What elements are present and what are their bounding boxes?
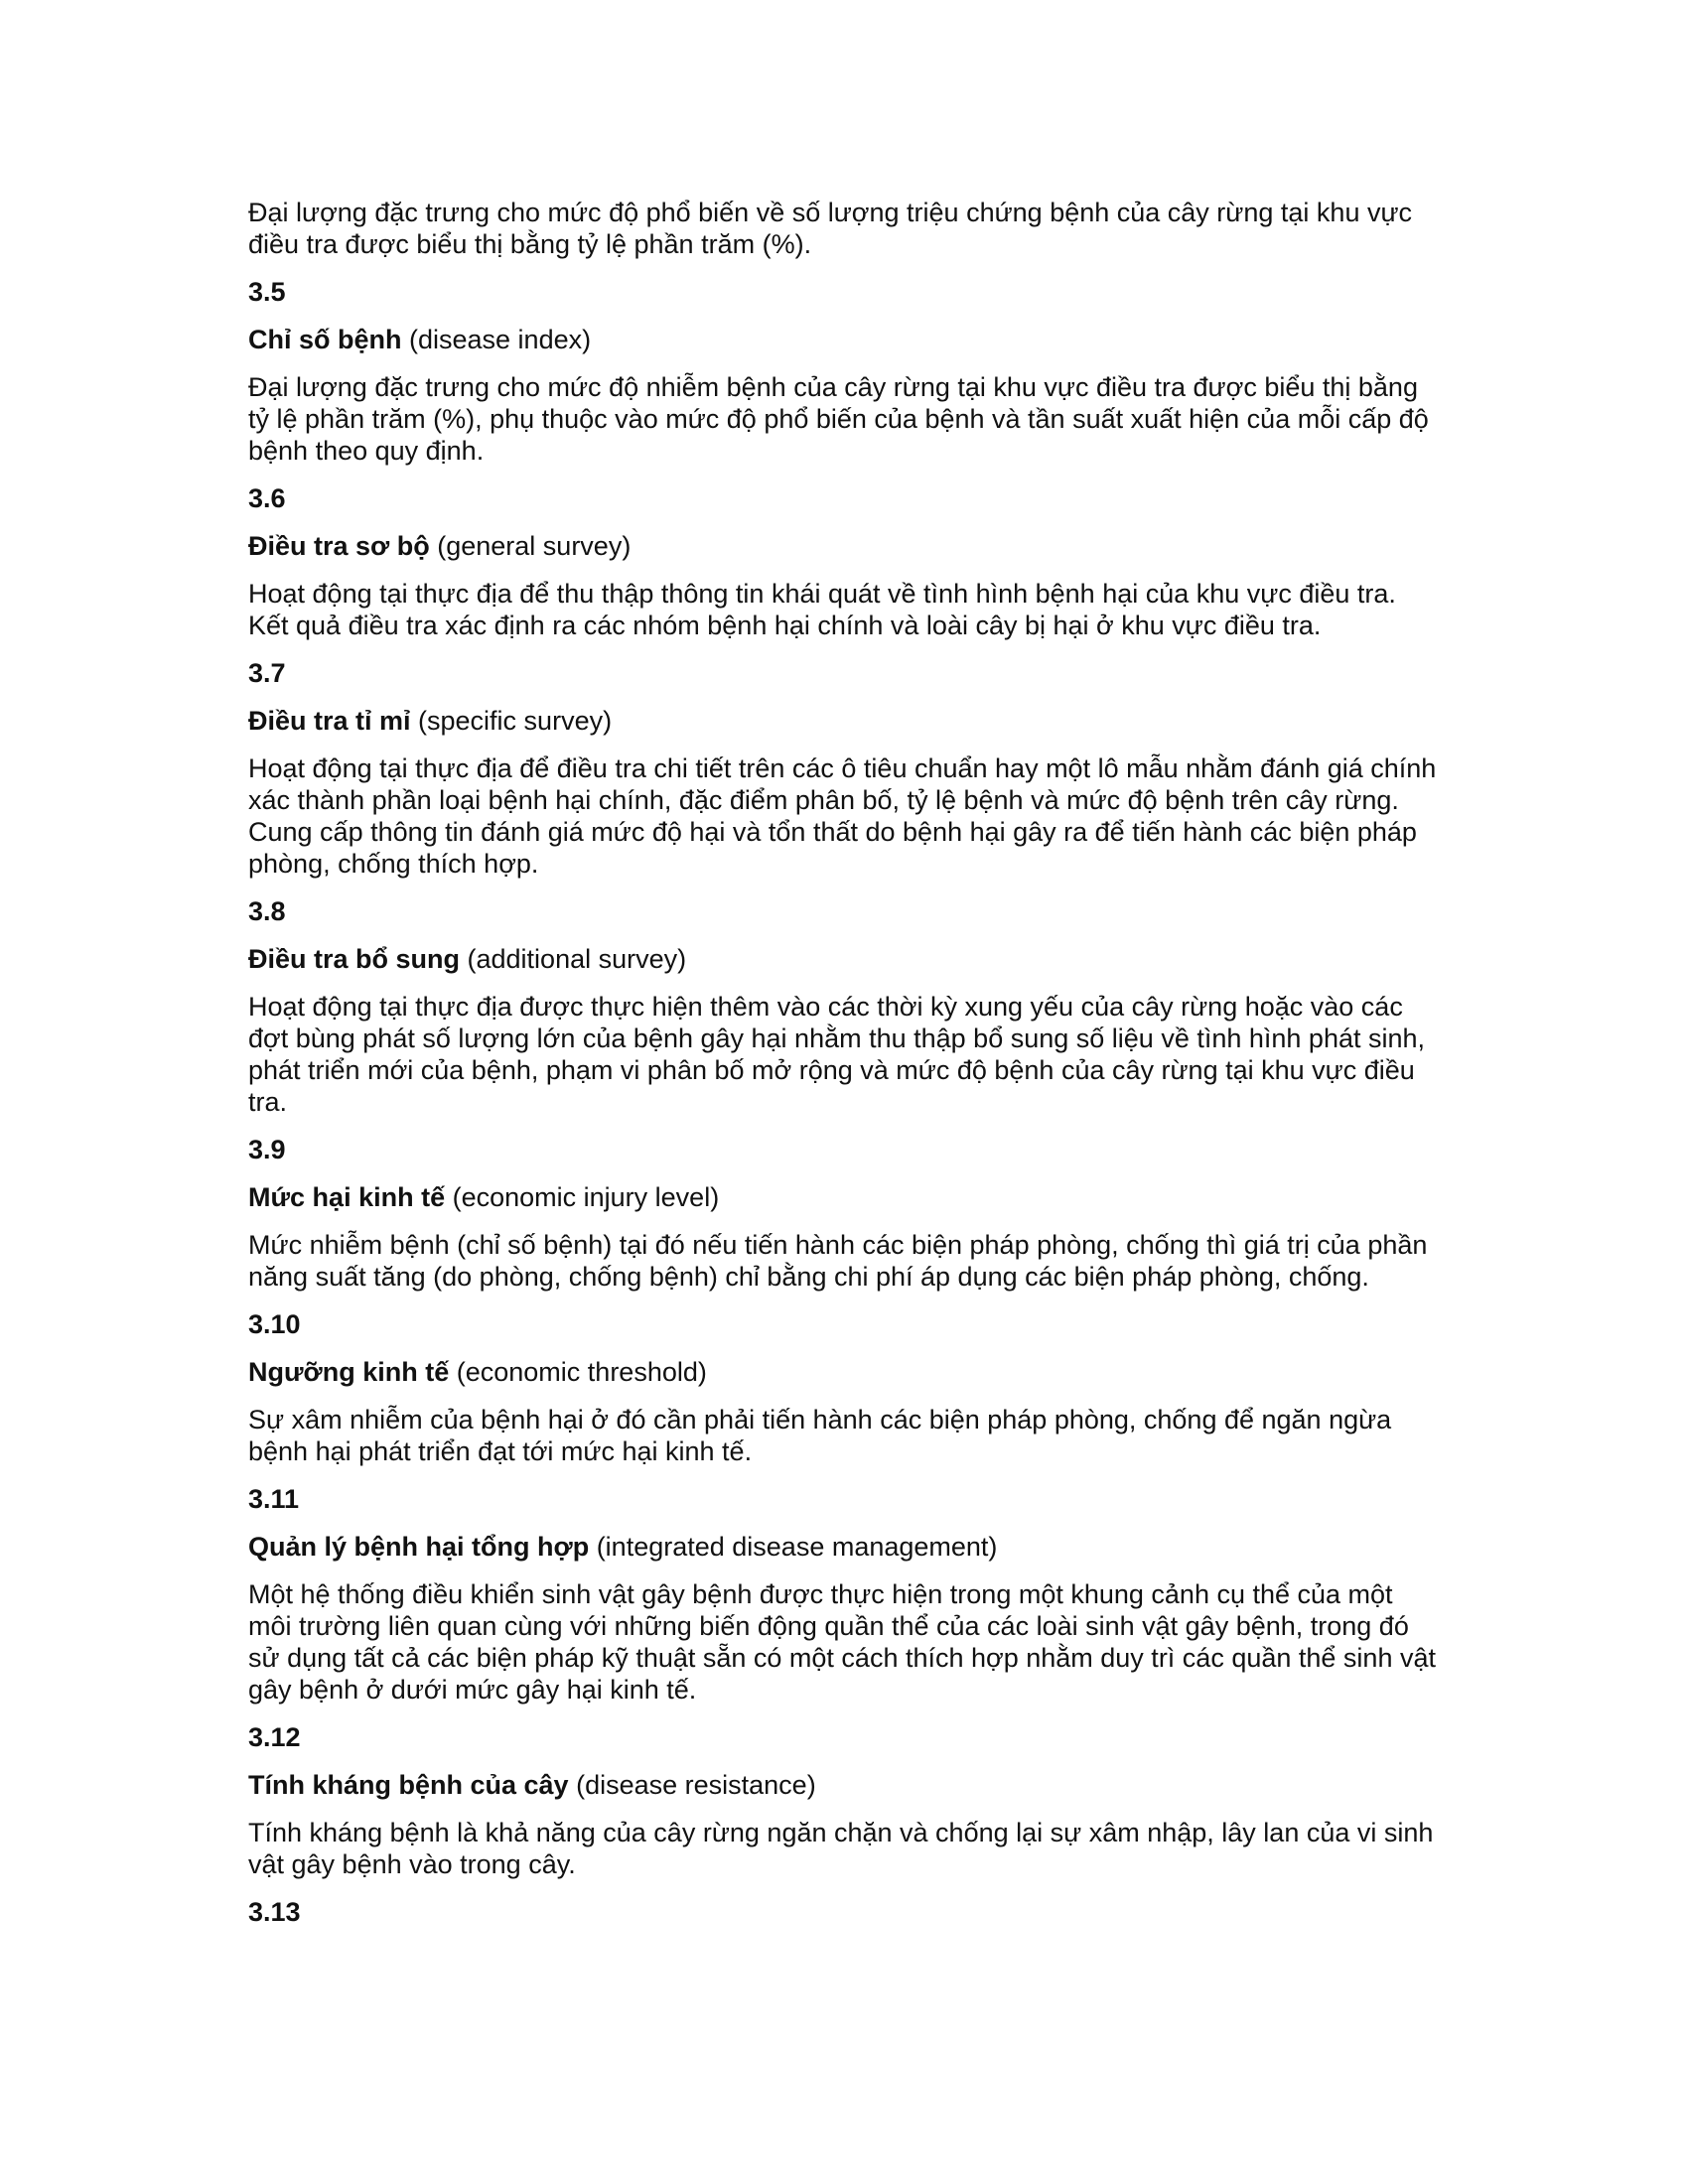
clause-number: 3.6 (248, 483, 286, 513)
term-english: (economic threshold) (449, 1357, 707, 1387)
clause-number: 3.12 (248, 1722, 301, 1752)
term-vietnamese: Quản lý bệnh hại tổng hợp (248, 1532, 590, 1562)
clause-number: 3.7 (248, 658, 286, 688)
clause-number-trailing: 3.13 (248, 1897, 301, 1927)
clause-number: 3.11 (248, 1484, 300, 1514)
term-line (248, 1769, 1440, 1801)
term-line (248, 705, 1440, 737)
term-vietnamese: Điều tra tỉ mỉ (248, 706, 411, 736)
term-line (248, 943, 1440, 975)
term-line (248, 1531, 1440, 1563)
definition-entry-3-10 (248, 1308, 1440, 1467)
clause-number: 3.10 (248, 1309, 301, 1339)
definition-entry-3-8 (248, 895, 1440, 1118)
term-english: (disease index) (401, 325, 592, 354)
term-vietnamese: Tính kháng bệnh của cây (248, 1770, 569, 1800)
term-definition: Hoạt động tại thực địa được thực hiện thêm vào các thời kỳ xung yếu của cây rừng hoặc vào các đợt bùng phát số lượng lớn của bệnh gây hại nhằm thu thập bổ sung số liệu về tình hình phát sinh, phát triển mới của bệnh, phạm vi phân bố mở rộng và mức độ bệnh của cây rừng tại khu vực điều tra. (248, 992, 1426, 1117)
term-definition: Hoạt động tại thực địa để điều tra chi tiết trên các ô tiêu chuẩn hay một lô mẫu nhằm đánh giá chính xác thành phần loại bệnh hại chính, đặc điểm phân bố, tỷ lệ bệnh và mức độ bệnh trên cây rừng. Cung cấp thông tin đánh giá mức độ hại và tổn thất do bệnh hại gây ra để tiến hành các biện pháp phòng, chống thích hợp. (248, 753, 1437, 879)
term-english: (integrated disease management) (589, 1532, 998, 1562)
intro-paragraph: Đại lượng đặc trưng cho mức độ phổ biến về số lượng triệu chứng bệnh của cây rừng tại khu vực điều tra được biểu thị bằng tỷ lệ phần trăm (%). (248, 198, 1413, 259)
clause-number: 3.5 (248, 277, 286, 307)
term-vietnamese: Mức hại kinh tế (248, 1182, 446, 1212)
definition-entry-3-12 (248, 1721, 1440, 1880)
term-definition: Đại lượng đặc trưng cho mức độ nhiễm bệnh của cây rừng tại khu vực điều tra được biểu thị bằng tỷ lệ phần trăm (%), phụ thuộc vào mức độ phổ biến của bệnh và tần suất xuất hiện của mỗi cấp độ bệnh theo quy định. (248, 372, 1429, 466)
term-definition: Mức nhiễm bệnh (chỉ số bệnh) tại đó nếu tiến hành các biện pháp phòng, chống thì giá trị của phần năng suất tăng (do phòng, chống bệnh) chỉ bằng chi phí áp dụng các biện pháp phòng, chống. (248, 1230, 1428, 1292)
term-vietnamese: Điều tra bổ sung (248, 944, 461, 974)
definition-entry-3-11 (248, 1483, 1440, 1706)
term-english: (general survey) (429, 531, 632, 561)
term-vietnamese: Điều tra sơ bộ (248, 531, 430, 561)
term-english: (economic injury level) (445, 1182, 720, 1212)
definition-entry-3-7 (248, 657, 1440, 880)
term-definition: Tính kháng bệnh là khả năng của cây rừng ngăn chặn và chống lại sự xâm nhập, lây lan của vi sinh vật gây bệnh vào trong cây. (248, 1818, 1434, 1879)
term-english: (additional survey) (460, 944, 687, 974)
clause-number: 3.9 (248, 1135, 286, 1164)
definition-entry-3-5 (248, 276, 1440, 467)
term-line (248, 530, 1440, 562)
term-vietnamese: Chỉ số bệnh (248, 325, 402, 354)
definition-entry-3-6 (248, 482, 1440, 641)
document-body (248, 197, 1440, 1928)
term-english: (specific survey) (410, 706, 613, 736)
term-english: (disease resistance) (568, 1770, 816, 1800)
clause-number: 3.8 (248, 896, 286, 926)
term-definition: Sự xâm nhiễm của bệnh hại ở đó cần phải tiến hành các biện pháp phòng, chống để ngăn ngừa bệnh hại phát triển đạt tới mức hại kinh tế. (248, 1405, 1392, 1466)
term-definition: Một hệ thống điều khiển sinh vật gây bệnh được thực hiện trong một khung cảnh cụ thể của một môi trường liên quan cùng với những biến động quần thể của các loài sinh vật gây bệnh, trong đó sử dụng tất cả các biện pháp kỹ thuật sẵn có một cách thích hợp nhằm duy trì các quần thể sinh vật gây bệnh ở dưới mức gây hại kinh tế. (248, 1579, 1436, 1705)
definition-entry-3-9 (248, 1134, 1440, 1293)
term-line (248, 1356, 1440, 1388)
term-line (248, 324, 1440, 355)
term-vietnamese: Ngưỡng kinh tế (248, 1357, 450, 1387)
term-line (248, 1181, 1440, 1213)
term-definition: Hoạt động tại thực địa để thu thập thông tin khái quát về tình hình bệnh hại của khu vực điều tra. Kết quả điều tra xác định ra các nhóm bệnh hại chính và loài cây bị hại ở khu vực điều tra. (248, 579, 1396, 640)
